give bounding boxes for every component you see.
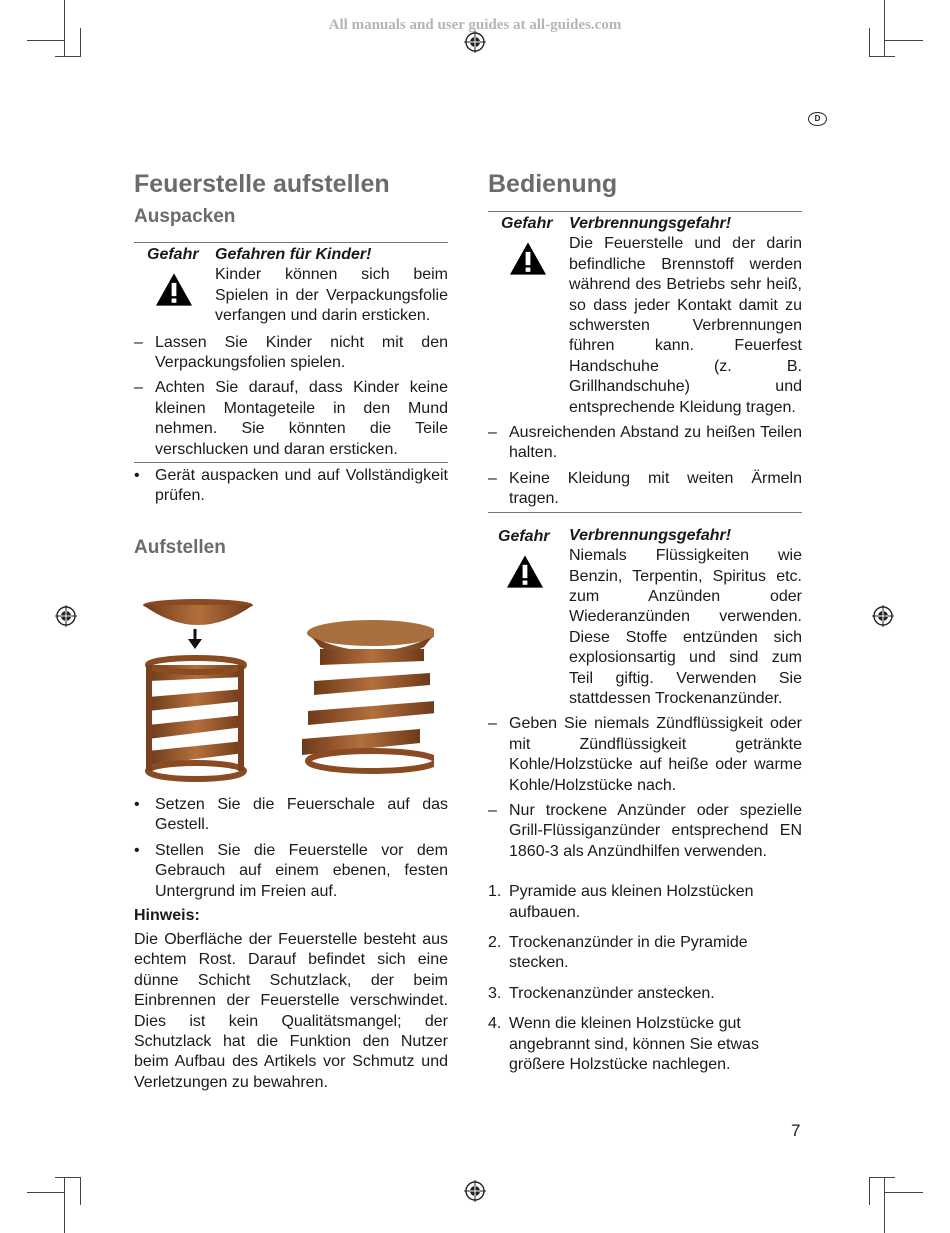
danger-box-burn-2	[488, 512, 802, 710]
page-title-operation: Bedienung	[488, 170, 618, 198]
note-label: Hinweis:	[134, 906, 200, 924]
danger-text: Kinder können sich beim Spielen in der Verpackungsfolie verfangen und darin ersticken.	[215, 266, 448, 325]
danger-box-burn-1	[488, 211, 802, 418]
step-item: 2. Trockenanzünder in die Pyramide stecken.	[488, 934, 748, 972]
list-item: • Stellen Sie die Feuerstelle vor dem Gebrauch auf einem ebenen, festen Untergrund im Freien auf.	[134, 841, 448, 900]
page-number: 7	[791, 1121, 801, 1140]
page-title-setup: Feuerstelle aufstellen	[134, 170, 390, 198]
right-column	[488, 168, 802, 1085]
step-item: 4. Wenn die kleinen Holzstücke gut angebrannt sind, können Sie etwas größere Holzstücke nachlegen.	[488, 1015, 759, 1074]
list-item: – Lassen Sie Kinder nicht mit den Verpackungsfolien spielen.	[134, 333, 448, 372]
note-text: Die Oberfläche der Feuerstelle besteht aus echtem Rost. Darauf befindet sich eine dünne Schicht Schutzlack, der beim Einbrennen der Feuerstelle verschwindet. Dies ist kein Qualitätsmangel; der Schutzlack hat die Funktion den Nutzer beim Aufbau des Artikels vor Schmutz und Verletzungen zu bewahren.	[134, 930, 448, 1091]
step-item: 1. Pyramide aus kleinen Holzstücken aufbauen.	[488, 883, 754, 921]
dash-list-unpack	[134, 333, 448, 460]
list-item: – Achten Sie darauf, dass Kinder keine kleinen Montageteile in den Mund nehmen. Sie könnten die Teile verschlucken und daran ersticken.	[134, 379, 448, 458]
bullet-list-setup	[134, 795, 448, 902]
list-item: – Nur trockene Anzünder oder spezielle Grill-Flüssiganzünder entsprechend EN 1860-3 als Anzündhilfen verwenden.	[488, 801, 802, 860]
divider	[134, 462, 448, 463]
danger-label: Gefahr	[501, 215, 553, 232]
list-item: – Geben Sie niemals Zündflüssigkeit oder mit Zündflüssigkeit getränkte Kohle/Holzstücke auf heiße oder warme Kohle/Holzstücke nach.	[488, 715, 802, 794]
fire-bowl-icon	[143, 599, 253, 625]
registration-mark-icon	[464, 1180, 486, 1202]
assembled-fire-pit-icon	[302, 620, 434, 771]
heading-setup: Aufstellen	[134, 536, 226, 558]
dash-list-burn-2	[488, 714, 802, 862]
assembly-illustration	[134, 593, 434, 785]
steps-list	[488, 882, 802, 1075]
danger-text: Niemals Flüssigkeiten wie Benzin, Terpentin, Spiritus etc. zum Anzünden oder Wiederanzünden verwenden. Diese Stoffe entzünden sich explosionsartig und sind zum Teil giftig. Verwenden Sie stattdessen Trockenanzünder.	[569, 547, 802, 707]
list-item: • Gerät auspacken und auf Vollständigkeit prüfen.	[134, 467, 448, 505]
bullet-list-unpack	[134, 466, 448, 507]
danger-text: Die Feuerstelle und der darin befindliche Brennstoff werden während des Betriebs sehr heiß, so dass jeder Kontakt damit zu schwersten Verbrennungen führen kann. Feuerfest Handschuhe (z. B. Grillhandschuhe) und entsprechende Kleidung tragen.	[569, 235, 802, 416]
left-column	[134, 168, 448, 1093]
danger-box-children	[134, 242, 448, 327]
danger-label: Gefahr	[147, 246, 199, 263]
watermark: All manuals and user guides at all-guides.com	[328, 17, 622, 33]
language-badge: D	[808, 112, 827, 126]
warning-triangle-icon	[506, 554, 544, 589]
registration-mark-icon	[464, 31, 486, 53]
list-item: – Keine Kleidung mit weiten Ärmeln tragen.	[488, 469, 802, 508]
fire-stand-icon	[146, 658, 244, 779]
danger-title: Gefahren für Kinder!	[215, 246, 372, 263]
arrow-down-icon	[188, 629, 202, 649]
list-item: – Ausreichenden Abstand zu heißen Teilen halten.	[488, 424, 802, 462]
heading-unpack: Auspacken	[134, 206, 236, 227]
registration-mark-icon	[55, 605, 77, 627]
danger-title: Verbrennungsgefahr!	[569, 526, 732, 544]
registration-mark-icon	[872, 605, 894, 627]
danger-label: Gefahr	[498, 527, 550, 545]
step-item: 3. Trockenanzünder anstecken.	[488, 984, 715, 1002]
warning-triangle-icon	[155, 272, 193, 307]
dash-list-burn-1	[488, 423, 802, 510]
list-item: • Setzen Sie die Feuerschale auf das Gestell.	[134, 795, 448, 834]
danger-title: Verbrennungsgefahr!	[569, 215, 732, 232]
warning-triangle-icon	[509, 241, 547, 276]
